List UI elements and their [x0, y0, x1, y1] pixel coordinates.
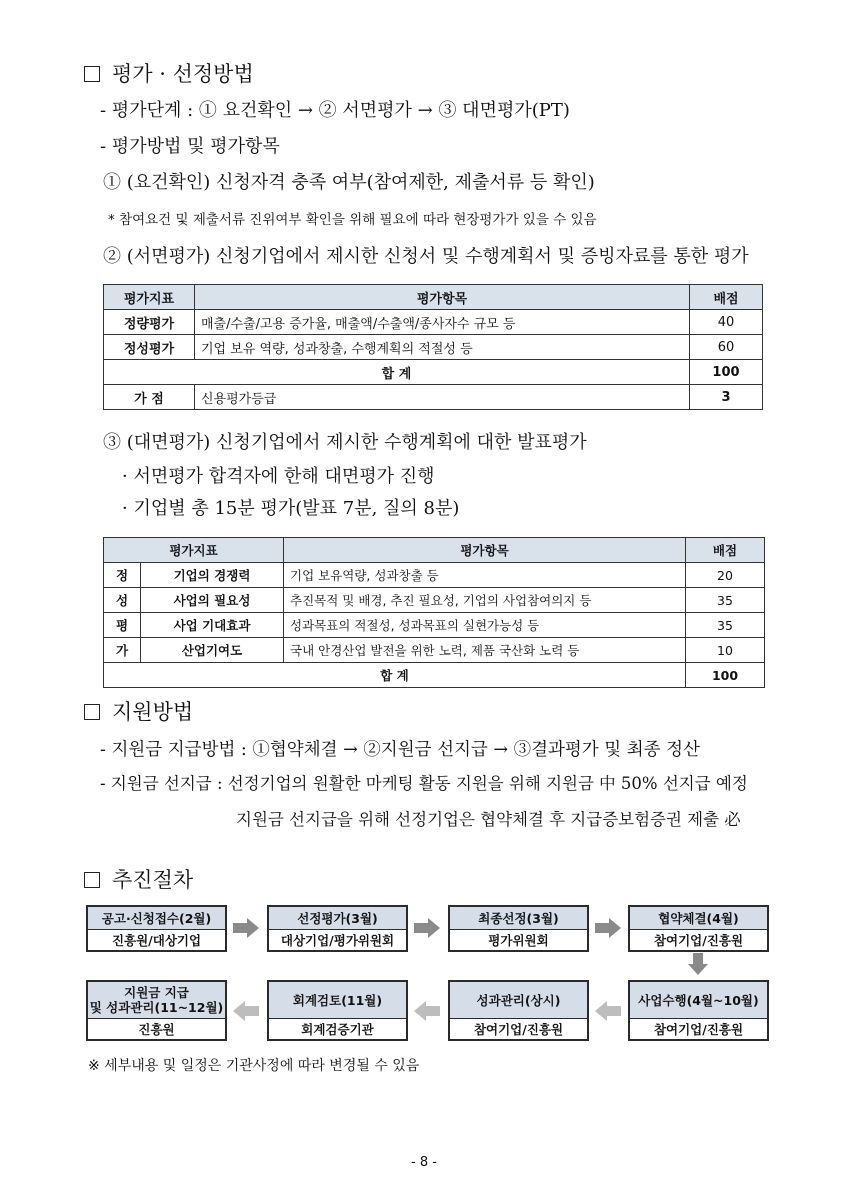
- payment-method: - 지원금 지급방법 : ①협약체결 → ②지원금 선지급 → ③결과평가 및 최종 정산: [100, 740, 700, 760]
- arrow-right-icon: [233, 918, 259, 938]
- bonus-score: 3: [690, 385, 763, 410]
- presentation-note-1: · 서면평가 합격자에 한해 대면평가 진행: [122, 466, 435, 487]
- row-score: 35: [686, 613, 765, 638]
- row-score: 40: [690, 310, 763, 335]
- procedure-note: ※ 세부내용 및 일정은 기관사정에 따라 변경될 수 있음: [88, 1058, 420, 1074]
- bonus-label: 가 점: [104, 385, 195, 410]
- requirement-check: ① (요건확인) 신청자격 충족 여부(참여제한, 제출서류 등 확인): [103, 172, 595, 193]
- section-title-evaluation: [84, 58, 254, 88]
- arrow-down-icon: [688, 953, 708, 975]
- table-row: [104, 588, 765, 613]
- table-header: 평가항목: [195, 285, 690, 310]
- flow-step-actor: 진흥원/대상기업: [111, 933, 202, 948]
- row-score: 35: [686, 588, 765, 613]
- flow-step-title: 성과관리(상시): [450, 982, 587, 1019]
- arrow-left-icon: [414, 1001, 440, 1021]
- table-header: 배점: [690, 285, 763, 310]
- presentation-evaluation-table: [103, 537, 765, 688]
- total-label: 합 계: [104, 663, 686, 688]
- row-label: 산업기여도: [141, 638, 284, 663]
- flow-step-actor: 참여기업/진흥원: [473, 1022, 564, 1037]
- advance-payment-requirement: 지원금 선지급을 위해 선정기업은 협약체결 후 지급증보험증권 제출 必: [236, 810, 741, 829]
- checkbox-square-icon: [84, 872, 100, 888]
- arrow-left-icon: [595, 1001, 621, 1021]
- flow-step-title: 사업수행(4월~10월): [630, 982, 767, 1019]
- row-label: 정량평가: [104, 310, 195, 335]
- side-label: 평: [104, 613, 141, 638]
- flow-step-title: 최종선정(3월): [450, 907, 587, 930]
- page-number: - 8 -: [411, 1155, 437, 1170]
- flow-step: [267, 980, 408, 1041]
- flow-step-title: 지원금 지급 및 성과관리(11~12월): [88, 982, 225, 1019]
- side-label: 가: [104, 638, 141, 663]
- presentation-evaluation: ③ (대면평가) 신청기업에서 제시한 수행계획에 대한 발표평가: [103, 432, 587, 453]
- table-row: [104, 310, 763, 335]
- section-title-text: 평가 · 선정방법: [112, 62, 254, 86]
- arrow-right-icon: [414, 918, 440, 938]
- table-row: [104, 563, 765, 588]
- evaluation-stages: - 평가단계 : ① 요건확인 → ② 서면평가 → ③ 대면평가(PT): [100, 100, 570, 121]
- evaluation-methods: - 평가방법 및 평가항목: [100, 136, 280, 157]
- section-title-support: [84, 696, 193, 726]
- document-evaluation-table: [103, 284, 763, 410]
- table-header: 평가지표: [104, 538, 284, 563]
- table-total-row: [104, 360, 763, 385]
- flow-step: [86, 905, 227, 952]
- row-item: 기업 보유 역량, 성과창출, 수행계획의 적절성 등: [195, 335, 690, 360]
- requirement-note: * 참여요건 및 제출서류 진위여부 확인을 위해 필요에 따라 현장평가가 있을 수 있음: [108, 212, 597, 228]
- side-label: 성: [104, 588, 141, 613]
- section-title-procedure: [84, 864, 193, 894]
- total-score: 100: [686, 663, 765, 688]
- flow-step-title: 회계검토(11월): [269, 982, 406, 1019]
- row-label: 사업 기대효과: [141, 613, 284, 638]
- flow-step-title: 공고·신청접수(2월): [88, 907, 225, 930]
- section-title-text: 추진절차: [112, 868, 194, 892]
- table-total-row: [104, 663, 765, 688]
- arrow-left-icon: [233, 1001, 259, 1021]
- advance-payment: - 지원금 선지급 : 선정기업의 원활한 마케팅 활동 지원을 위해 지원금 中 50% 선지급 예정: [100, 774, 748, 793]
- flow-step-actor: 대상기업/평가위원회: [280, 933, 395, 948]
- row-score: 20: [686, 563, 765, 588]
- row-label: 기업의 경쟁력: [141, 563, 284, 588]
- section-title-text: 지원방법: [112, 700, 194, 724]
- presentation-note-2: · 기업별 총 15분 평가(발표 7분, 질의 8분): [122, 498, 460, 519]
- flow-step-actor: 평가위원회: [488, 933, 549, 948]
- checkbox-square-icon: [84, 66, 100, 82]
- side-label: 정: [104, 563, 141, 588]
- table-row: [104, 335, 763, 360]
- row-item: 국내 안경산업 발전을 위한 노력, 제품 국산화 노력 등: [284, 638, 686, 663]
- table-row: [104, 638, 765, 663]
- table-header: 평가항목: [284, 538, 686, 563]
- flow-step: [628, 980, 769, 1041]
- row-label: 정성평가: [104, 335, 195, 360]
- flow-step: [628, 905, 769, 952]
- table-row: [104, 613, 765, 638]
- flow-step-actor: 회계검증기관: [301, 1022, 374, 1037]
- flow-step-title: 협약체결(4월): [630, 907, 767, 930]
- table-header: 배점: [686, 538, 765, 563]
- table-header: 평가지표: [104, 285, 195, 310]
- row-item: 성과목표의 적절성, 성과목표의 실현가능성 등: [284, 613, 686, 638]
- row-item: 기업 보유역량, 성과창출 등: [284, 563, 686, 588]
- arrow-right-icon: [595, 918, 621, 938]
- flow-step-actor: 참여기업/진흥원: [653, 1022, 744, 1037]
- flow-step: [448, 905, 589, 952]
- row-score: 60: [690, 335, 763, 360]
- flow-step: [267, 905, 408, 952]
- row-item: 매출/수출/고용 증가율, 매출액/수출액/종사자수 규모 등: [195, 310, 690, 335]
- checkbox-square-icon: [84, 704, 100, 720]
- total-score: 100: [690, 360, 763, 385]
- row-item: 추진목적 및 배경, 추진 필요성, 기업의 사업참여의지 등: [284, 588, 686, 613]
- bonus-item: 신용평가등급: [195, 385, 690, 410]
- flow-step-actor: 참여기업/진흥원: [653, 933, 744, 948]
- flow-step: [86, 980, 227, 1041]
- flow-step: [448, 980, 589, 1041]
- row-score: 10: [686, 638, 765, 663]
- row-label: 사업의 필요성: [141, 588, 284, 613]
- document-evaluation: ② (서면평가) 신청기업에서 제시한 신청서 및 수행계획서 및 증빙자료를 통한 평가: [103, 246, 749, 267]
- total-label: 합 계: [104, 360, 690, 385]
- flow-step-title: 선정평가(3월): [269, 907, 406, 930]
- table-bonus-row: [104, 385, 763, 410]
- flow-step-actor: 진흥원: [138, 1022, 175, 1037]
